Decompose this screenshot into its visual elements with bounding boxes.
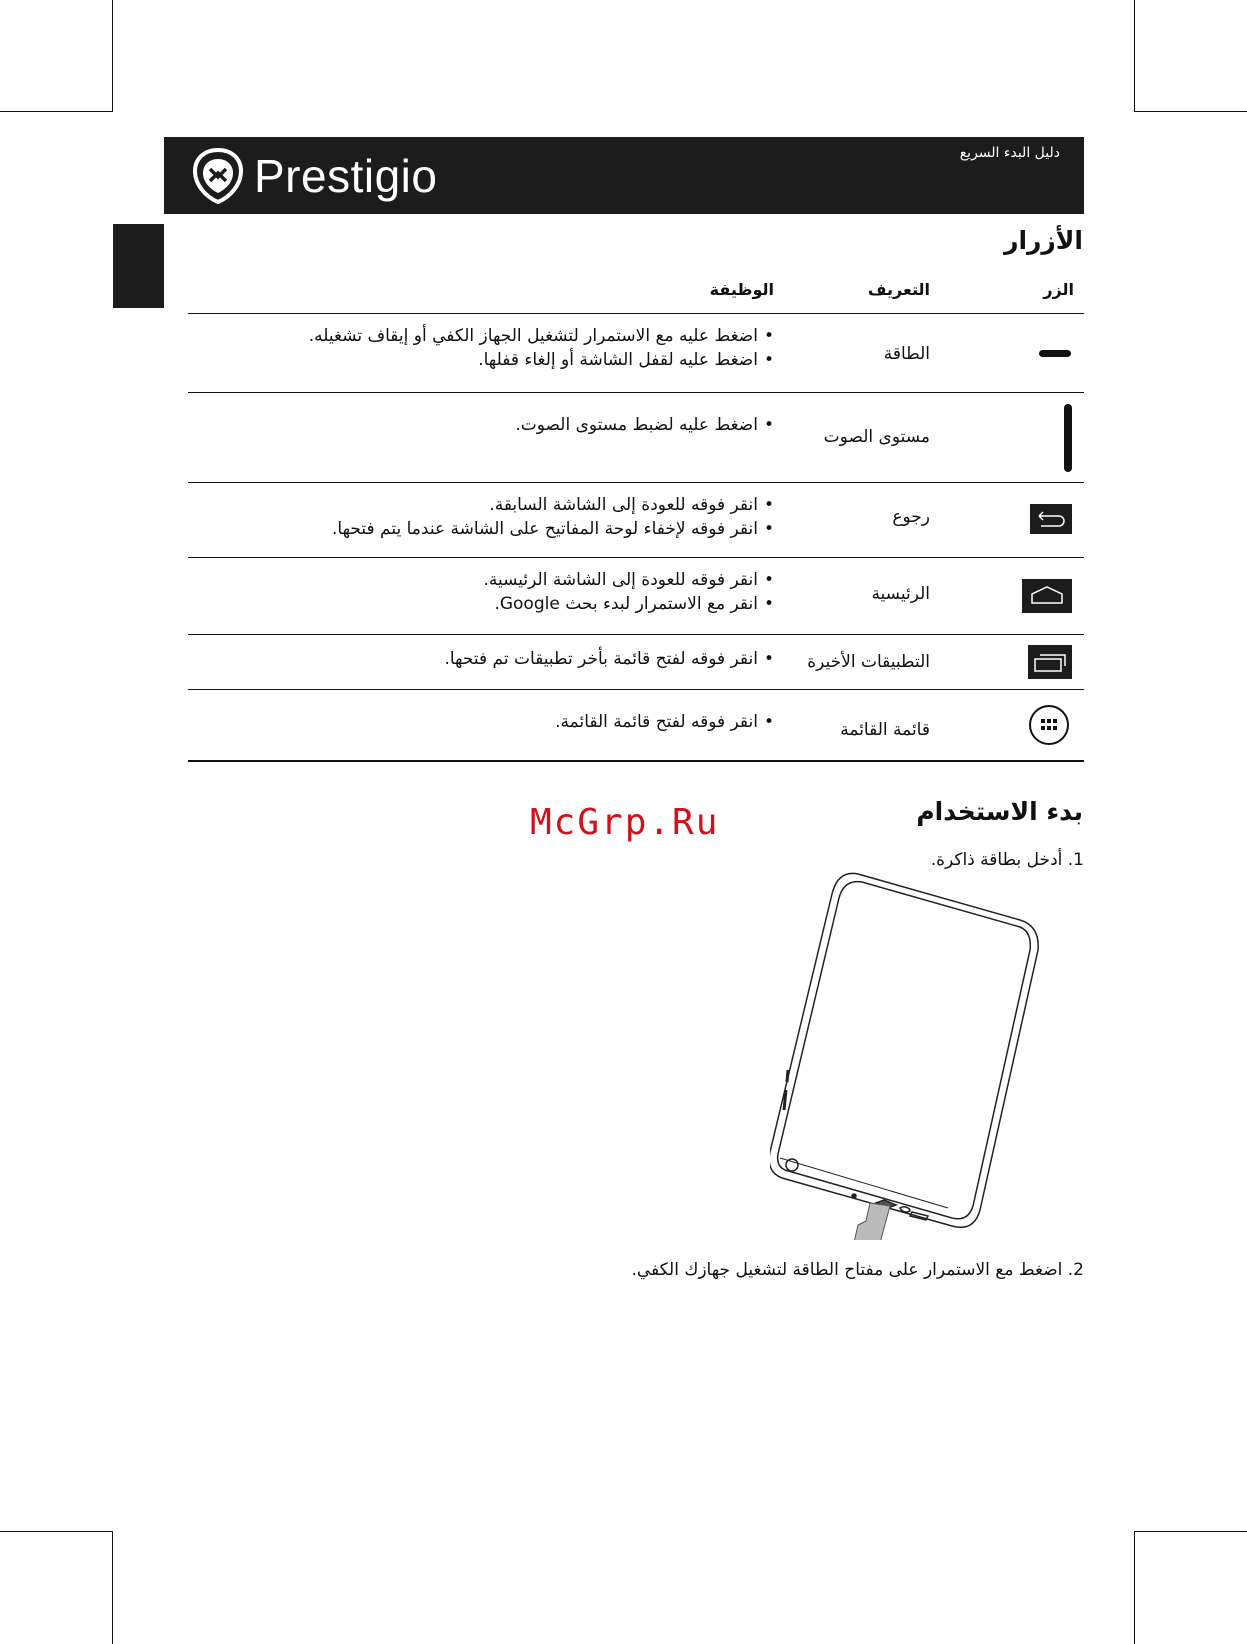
function-item: • اضغط عليه مع الاستمرار لتشغيل الجهاز الكفي أو إيقاف تشغيله. (309, 326, 774, 346)
header-subtitle: دليل البدء السريع (959, 145, 1060, 161)
column-header-button: الزر (1043, 280, 1074, 299)
function-list (555, 712, 774, 736)
table-row (188, 483, 1084, 558)
button-name: التطبيقات الأخيرة (807, 652, 930, 672)
step-1: 1. أدخل بطاقة ذاكرة. (930, 850, 1084, 870)
button-name: رجوع (892, 507, 930, 527)
watermark: McGrp.Ru (530, 802, 720, 843)
crop-mark-bottom-left-v (112, 1531, 113, 1644)
crop-mark-top-right-h (1134, 111, 1247, 112)
crop-mark-bottom-right-v (1134, 1531, 1135, 1644)
recent-apps-icon (1028, 645, 1072, 679)
back-icon (1030, 504, 1072, 534)
table-row (188, 635, 1084, 690)
function-item: • انقر مع الاستمرار لبدء بحث Google. (483, 594, 774, 614)
menu-icon (1028, 704, 1070, 746)
function-list (332, 495, 774, 543)
step-2: 2. اضغط مع الاستمرار على مفتاح الطاقة لتشغيل جهازك الكفي. (631, 1260, 1084, 1280)
function-item: • انقر فوقه للعودة إلى الشاشة السابقة. (332, 495, 774, 515)
tablet-sd-card-illustration (770, 870, 1090, 1240)
button-name: قائمة القائمة (840, 720, 930, 740)
power-button-icon (1038, 348, 1072, 360)
volume-button-icon (1062, 403, 1074, 473)
prestigio-shield-icon (190, 147, 246, 205)
buttons-section-title: الأزرار (1004, 226, 1083, 255)
table-row (188, 558, 1084, 635)
crop-mark-top-right-v (1134, 0, 1135, 112)
function-item: • انقر فوقه لإخفاء لوحة المفاتيح على الشاشة عندما يتم فتحها. (332, 519, 774, 539)
function-list (515, 415, 774, 439)
crop-mark-bottom-left-h (0, 1531, 113, 1532)
function-item: • انقر فوقه لفتح قائمة القائمة. (555, 712, 774, 732)
table-header (188, 270, 1084, 314)
table-row (188, 314, 1084, 393)
side-tab (113, 224, 164, 308)
function-list (444, 649, 774, 673)
home-icon (1022, 579, 1072, 613)
function-item: • انقر فوقه للعودة إلى الشاشة الرئيسية. (483, 570, 774, 590)
crop-mark-top-left-v (112, 0, 113, 112)
button-name: الرئيسية (871, 584, 930, 604)
brand-logo (190, 147, 437, 205)
sd-card-icon (852, 1203, 890, 1240)
function-list (483, 570, 774, 618)
column-header-function: الوظيفة (709, 280, 774, 299)
table-row (188, 393, 1084, 483)
button-name: الطاقة (883, 344, 930, 364)
function-item: • انقر فوقه لفتح قائمة بأخر تطبيقات تم فتحها. (444, 649, 774, 669)
brand-name: Prestigio (254, 150, 438, 202)
crop-mark-bottom-right-h (1134, 1531, 1247, 1532)
function-item: • اضغط عليه لضبط مستوى الصوت. (515, 415, 774, 435)
buttons-table (188, 270, 1084, 762)
page-header (164, 137, 1084, 214)
function-item: • اضغط عليه لقفل الشاشة أو إلغاء قفلها. (309, 350, 774, 370)
getting-started-title: بدء الاستخدام (916, 797, 1083, 826)
table-row (188, 690, 1084, 762)
button-name: مستوى الصوت (823, 427, 930, 447)
function-list (309, 326, 774, 374)
crop-mark-top-left-h (0, 111, 113, 112)
column-header-definition: التعريف (867, 280, 930, 299)
